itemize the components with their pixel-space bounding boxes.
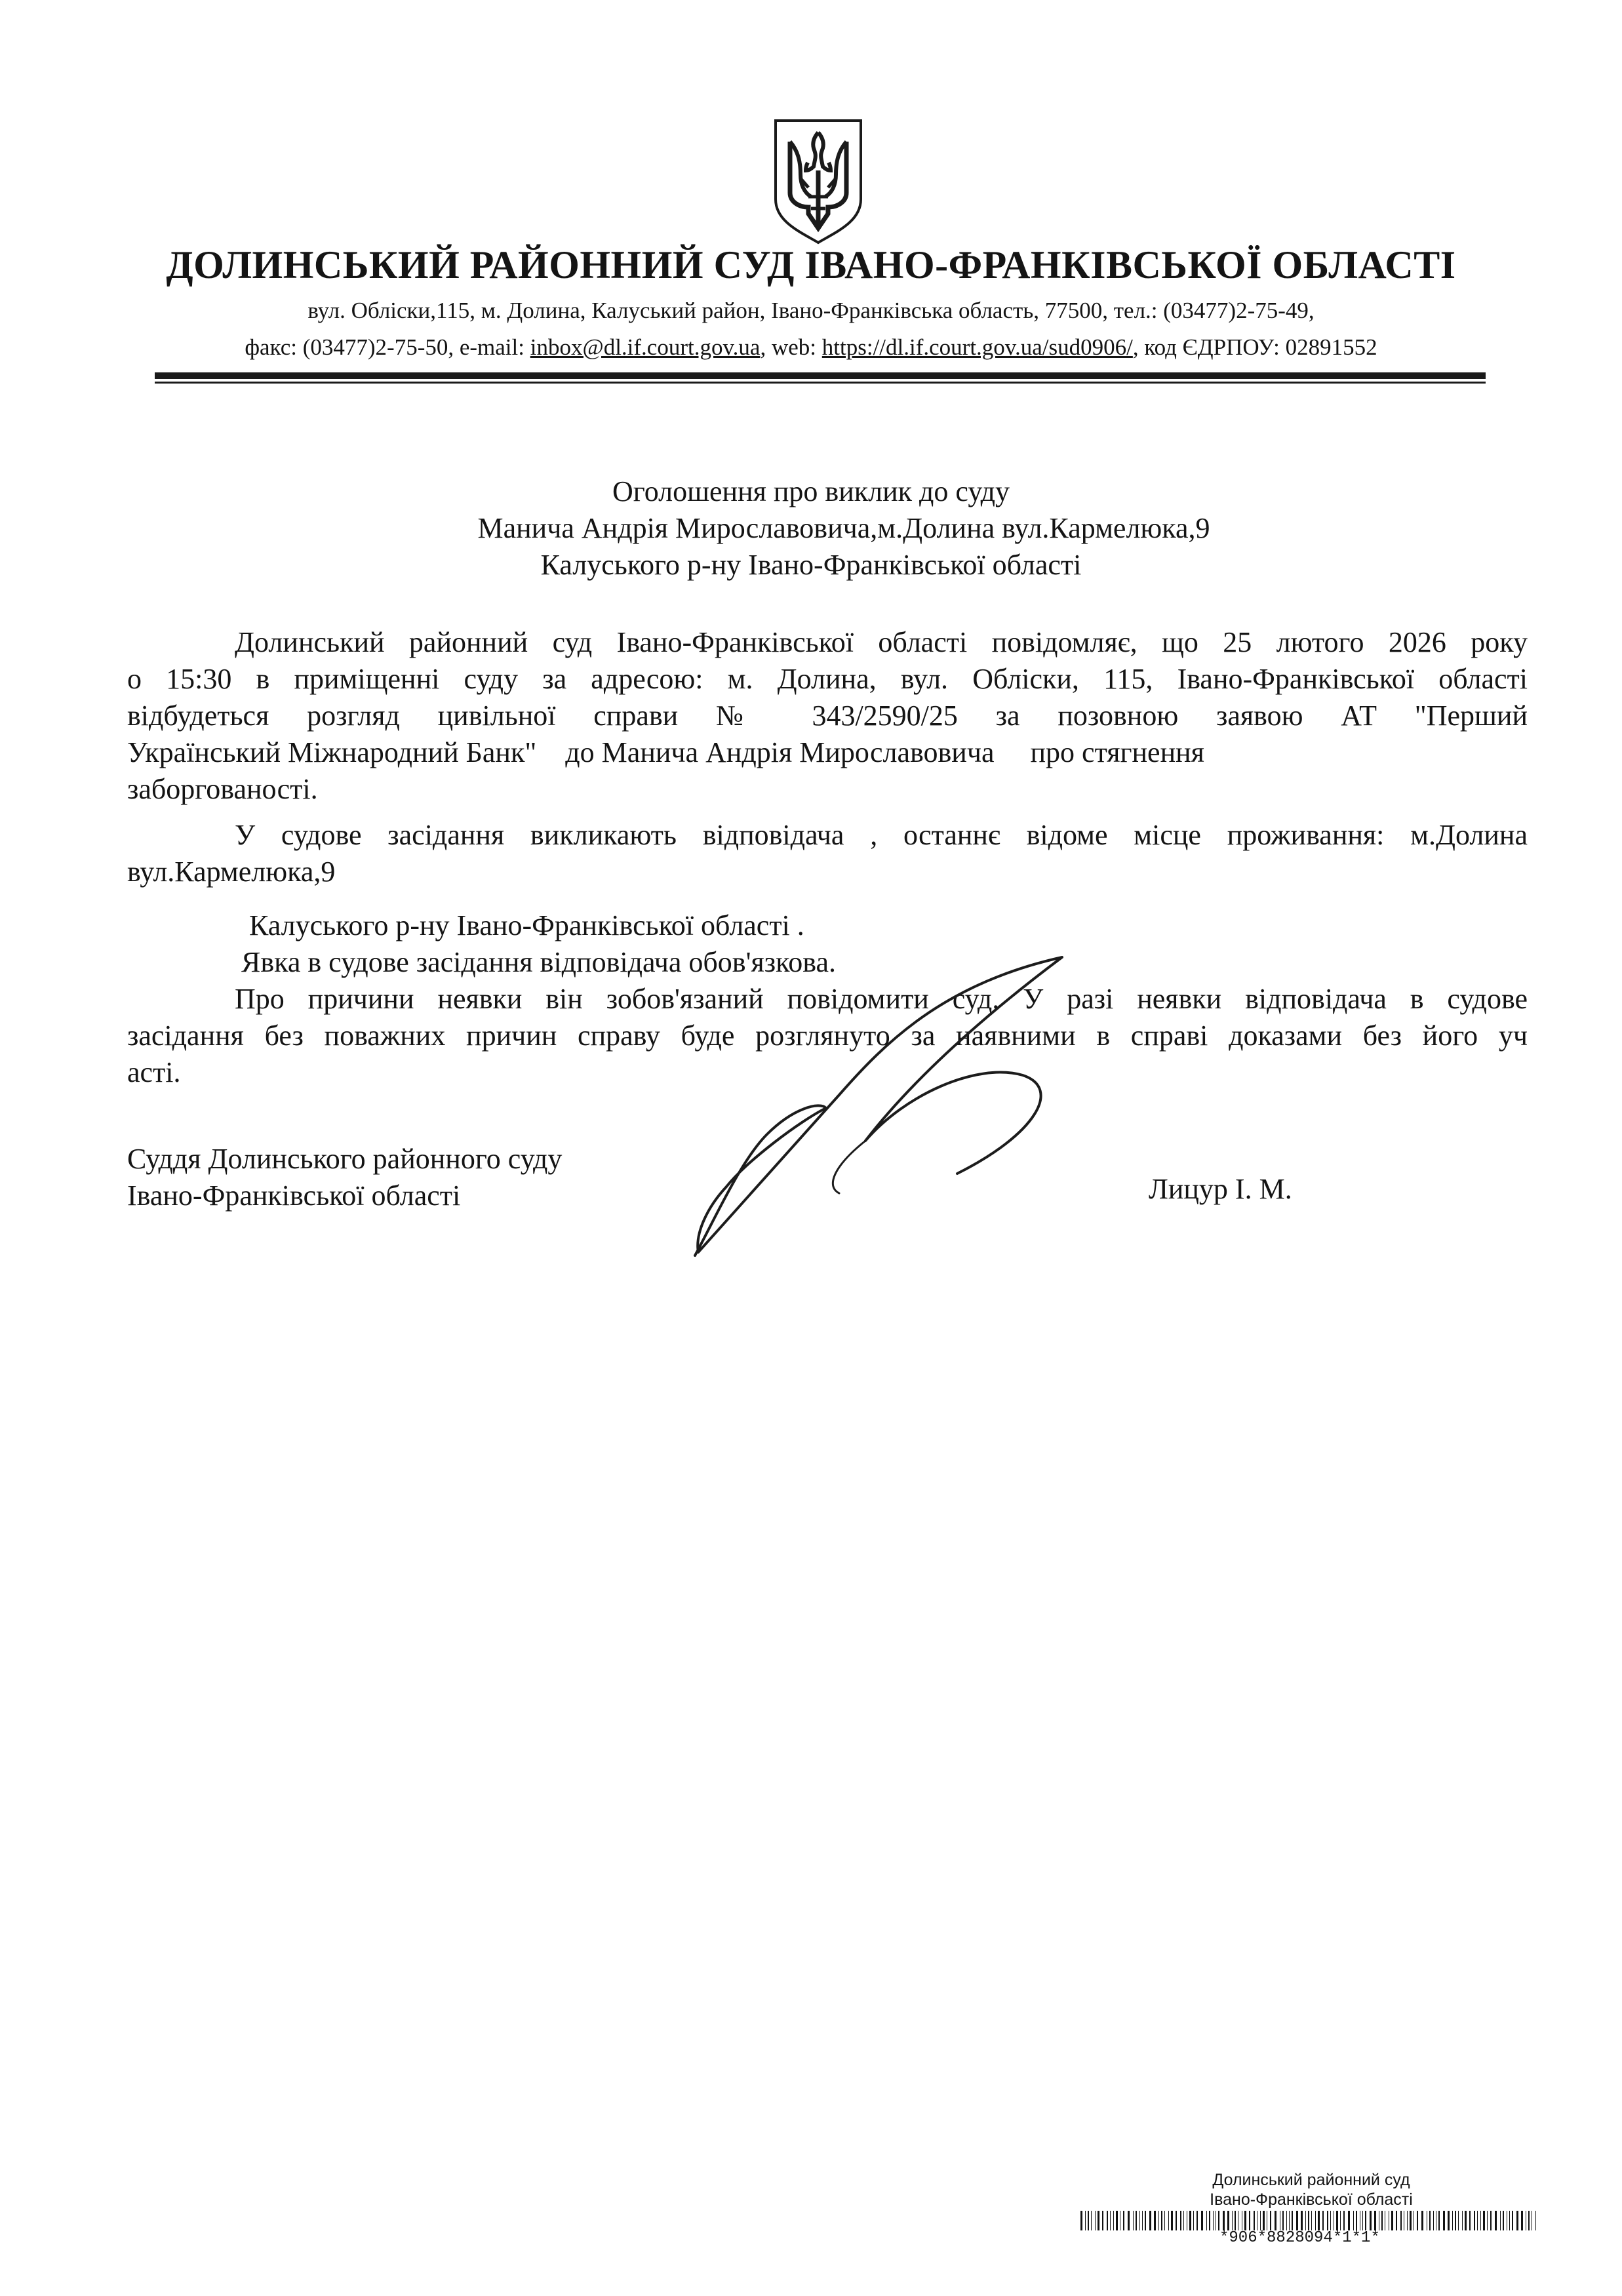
barcode-bar: [1254, 2211, 1255, 2230]
barcode-bar: [1227, 2211, 1229, 2230]
barcode-bar: [1340, 2211, 1341, 2230]
summoned-person: Манича Андрія Мирославовича,м.Долина вул.Кармелюка,9: [477, 512, 1210, 544]
barcode-bar: [1095, 2211, 1096, 2230]
barcode-bar: [1429, 2211, 1431, 2230]
barcode-bar: [1521, 2211, 1523, 2230]
barcode-bar: [1370, 2211, 1372, 2230]
barcode-bar: [1330, 2211, 1331, 2230]
barcode-bar: [1142, 2211, 1143, 2230]
barcode-bar: [1183, 2211, 1184, 2230]
barcode-bar: [1244, 2211, 1246, 2230]
barcode-bar: [1107, 2211, 1108, 2230]
barcode-bar: [1260, 2211, 1261, 2230]
barcode-bar: [1469, 2211, 1471, 2230]
paragraph-4-line-1: Про причини неявки він зобов'язаний повідомити суд. У разі неявки відповідача в судове: [235, 983, 1528, 1015]
court-address: вул. Обліски,115, м. Долина, Калуський район, Івано-Франківська область, 77500, тел.: (03477)2-75-49,: [307, 298, 1315, 323]
barcode-bar: [1509, 2211, 1510, 2230]
barcode-bar: [1289, 2211, 1290, 2230]
barcode-bar: [1487, 2211, 1488, 2230]
barcode-bar: [1180, 2211, 1181, 2230]
barcode-bar: [1535, 2211, 1536, 2230]
barcode-bar: [1149, 2211, 1151, 2230]
court-name: ДОЛИНСЬКИЙ РАЙОННИЙ СУД ІВАНО-ФРАНКІВСЬКОЇ ОБЛАСТІ: [166, 243, 1456, 287]
barcode-bar: [1396, 2211, 1397, 2230]
barcode-bar: [1116, 2211, 1118, 2230]
barcode-bar: [1374, 2211, 1376, 2230]
paragraph-1-line-3: відбудеться розгляд цивільної справи № 343/2590/25 за позовною заявою АТ "Перший: [127, 700, 1528, 732]
barcode-bar: [1458, 2211, 1459, 2230]
barcode-bar: [1315, 2211, 1316, 2230]
barcode-bar: [1353, 2211, 1354, 2230]
barcode-bar: [1102, 2211, 1103, 2230]
barcode-icon: [1079, 2211, 1539, 2230]
barcode-bar: [1462, 2211, 1463, 2230]
fax-label: факс: (03477)2-75-50, e-mail:: [245, 334, 530, 360]
barcode-bar: [1362, 2211, 1363, 2230]
web-label: , web:: [760, 334, 822, 360]
announcement-title: Оголошення про виклик до суду: [612, 475, 1010, 507]
header-divider-thin: [155, 382, 1486, 384]
paragraph-4-line-2: засідання без поважних причин справу буде розглянуто за наявними в справі доказами без його уч: [127, 1019, 1528, 1052]
paragraph-1-line-5: заборгованості.: [127, 773, 318, 805]
barcode-bar: [1500, 2211, 1501, 2230]
barcode-bar: [1136, 2211, 1137, 2230]
barcode-bar: [1490, 2211, 1492, 2230]
barcode-bar: [1421, 2211, 1423, 2230]
barcode-bar: [1085, 2211, 1086, 2230]
barcode-bar: [1296, 2211, 1298, 2230]
barcode-bar: [1433, 2211, 1434, 2230]
handwritten-signature-icon: [669, 944, 1088, 1259]
barcode-bar: [1381, 2211, 1383, 2230]
barcode-bar: [1477, 2211, 1478, 2230]
barcode-bar: [1305, 2211, 1306, 2230]
barcode-bar: [1292, 2211, 1293, 2230]
registration-court-line-1: Долинський районний суд: [1212, 2171, 1410, 2189]
barcode-bar: [1113, 2211, 1114, 2230]
court-contacts: [131, 333, 1491, 362]
edrpou-code: , код ЄДРПОУ: 02891552: [1132, 334, 1377, 360]
barcode-bar: [1448, 2211, 1450, 2230]
barcode-bar: [1270, 2211, 1271, 2230]
barcode-number: *906*8828094*1*1*: [1219, 2229, 1380, 2247]
header-divider-thick: [155, 372, 1486, 379]
barcode-bar: [1417, 2211, 1418, 2230]
paragraph-4-line-3: асті.: [127, 1056, 181, 1088]
judge-position-line-1: Суддя Долинського районного суду: [127, 1143, 563, 1175]
barcode-bar: [1438, 2211, 1440, 2230]
barcode-bar: [1282, 2211, 1284, 2230]
paragraph-3: Явка в судове засідання відповідача обов'язкова.: [241, 946, 836, 978]
barcode-bar: [1301, 2211, 1303, 2230]
barcode-bar: [1168, 2211, 1169, 2230]
barcode-bar: [1318, 2211, 1320, 2230]
summoned-region: Калуського р-ну Івано-Франківської області: [540, 549, 1082, 581]
barcode-bar: [1495, 2211, 1497, 2230]
barcode-bar: [1139, 2211, 1140, 2230]
paragraph-1-line-4-text: Український Міжнародний Банк" до Манича Андрія Мирославовича про стягнення: [127, 736, 1204, 768]
barcode-bar: [1110, 2211, 1111, 2230]
judge-position-line-2: Івано-Франківської області: [127, 1179, 461, 1212]
barcode-bar: [1391, 2211, 1393, 2230]
barcode-bar: [1223, 2211, 1225, 2230]
barcode-bar: [1348, 2211, 1350, 2230]
barcode-bar: [1176, 2211, 1177, 2230]
barcode-bar: [1400, 2211, 1402, 2230]
paragraph-2-line-2: вул.Кармелюка,9: [127, 856, 336, 888]
barcode-bar: [1133, 2211, 1134, 2230]
barcode-bar: [1171, 2211, 1173, 2230]
barcode-bar: [1235, 2211, 1236, 2230]
barcode-bar: [1516, 2211, 1518, 2230]
barcode-bar: [1197, 2211, 1198, 2230]
barcode-bar: [1356, 2211, 1357, 2230]
barcode-bar: [1410, 2211, 1412, 2230]
barcode-bar: [1474, 2211, 1475, 2230]
website-link[interactable]: https://dl.if.court.gov.ua/sud0906/: [821, 334, 1133, 360]
paragraph-2-line-1: У судове засідання викликають відповідача , останнє відоме місце проживання: м.Долина: [235, 819, 1528, 851]
barcode-bar: [1443, 2211, 1445, 2230]
barcode-bar: [1336, 2211, 1338, 2230]
barcode-bar: [1161, 2211, 1162, 2230]
barcode-bar: [1164, 2211, 1165, 2230]
barcode-bar: [1322, 2211, 1324, 2230]
barcode-bar: [1343, 2211, 1345, 2230]
paragraph-1-line-4: [127, 734, 1528, 771]
barcode-bar: [1091, 2211, 1092, 2230]
barcode-bar: [1483, 2211, 1485, 2230]
barcode-bar: [1503, 2211, 1504, 2230]
barcode-bar: [1218, 2211, 1219, 2230]
barcode-bar: [1512, 2211, 1513, 2230]
barcode-bar: [1286, 2211, 1287, 2230]
barcode-bar: [1201, 2211, 1203, 2230]
barcode-bar: [1249, 2211, 1250, 2230]
barcode-bar: [1128, 2211, 1130, 2230]
barcode-bar: [1213, 2211, 1214, 2230]
barcode-bar: [1088, 2211, 1089, 2230]
barcode-bar: [1154, 2211, 1156, 2230]
paragraph-2-line-3: Калуського р-ну Івано-Франківської області .: [249, 909, 804, 941]
barcode-bar: [1098, 2211, 1099, 2230]
barcode-bar: [1480, 2211, 1481, 2230]
barcode-bar: [1263, 2211, 1265, 2230]
barcode-bar: [1123, 2211, 1124, 2230]
paragraph-1-line-2: о 15:30 в приміщенні суду за адресою: м. Долина, вул. Обліски, 115, Івано-Франківської області: [127, 663, 1528, 695]
email-link[interactable]: inbox@dl.if.court.gov.ua: [530, 334, 761, 360]
registration-court-line-2: Івано-Франківської області: [1210, 2190, 1413, 2209]
barcode-bar: [1327, 2211, 1328, 2230]
barcode-bar: [1455, 2211, 1456, 2230]
barcode-bar: [1206, 2211, 1207, 2230]
barcode-bar: [1193, 2211, 1194, 2230]
tryzub-coat-of-arms-icon: [770, 115, 866, 247]
paragraph-1-line-1: Долинський районний суд Івано-Франківської області повідомляє, що 25 лютого 2026 року: [235, 626, 1528, 658]
barcode-bar: [1209, 2211, 1210, 2230]
barcode-bar: [1158, 2211, 1159, 2230]
barcode-bar: [1528, 2211, 1530, 2230]
judge-name: Лицур І. М.: [1149, 1173, 1292, 1205]
barcode-bar: [1452, 2211, 1453, 2230]
barcode-bar: [1407, 2211, 1408, 2230]
barcode-bar: [1308, 2211, 1309, 2230]
barcode-bar: [1365, 2211, 1366, 2230]
barcode-bar: [1145, 2211, 1146, 2230]
barcode-bar: [1189, 2211, 1191, 2230]
barcode-bar: [1275, 2211, 1276, 2230]
barcode-bar: [1080, 2211, 1082, 2230]
barcode-bar: [1465, 2211, 1467, 2230]
barcode-bar: [1232, 2211, 1233, 2230]
barcode-bar: [1311, 2211, 1312, 2230]
